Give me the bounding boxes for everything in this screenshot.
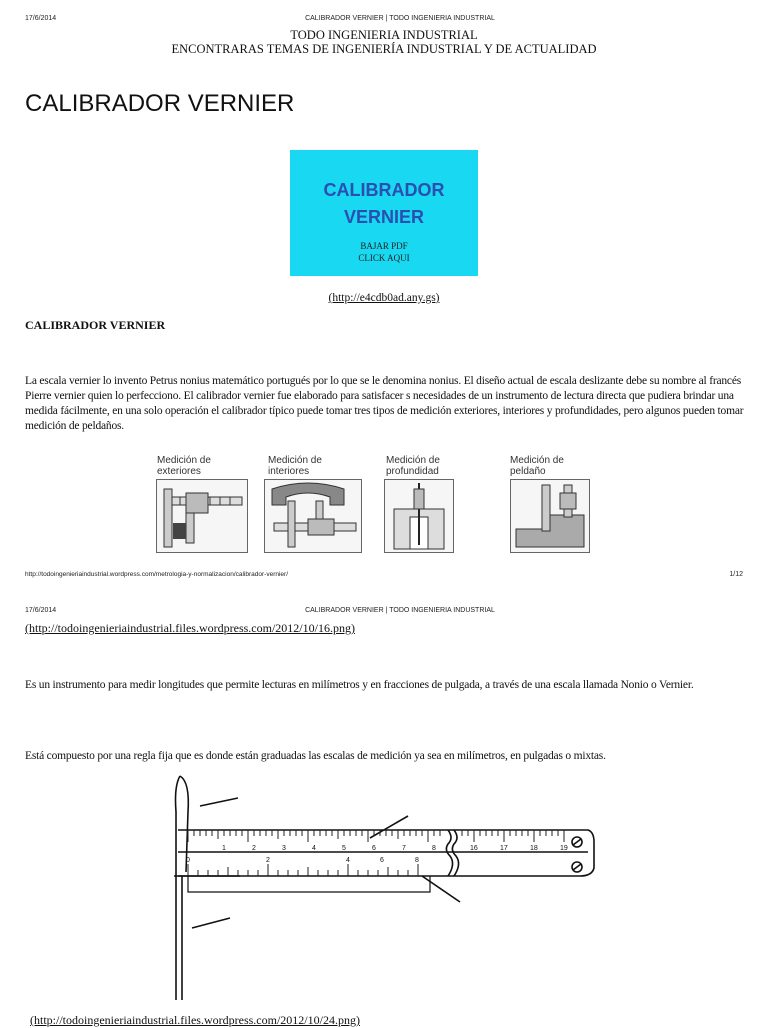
promo-download-line1[interactable]: BAJAR PDF (360, 241, 408, 251)
page1-header-title: CALIBRADOR VERNIER | TODO INGENIERIA INDUSTRIAL (305, 15, 495, 22)
vernier-number-0: 0 (186, 857, 190, 864)
page2-header-date: 17/6/2014 (25, 607, 57, 614)
ruler-number-19: 19 (560, 845, 568, 852)
ruler-number-2: 2 (252, 845, 256, 852)
vernier-number-8: 8 (415, 857, 419, 864)
promo-link[interactable]: (http://e4cdb0ad.any.gs) (328, 292, 440, 304)
ruler-number-6: 6 (372, 845, 376, 852)
definition-paragraph: Es un instrumento para medir longitudes que permite lecturas en milímetros y en fracciones de pulgada, a través de una escala llamada Nonio o Vernier. (25, 679, 694, 691)
fig-label-peldano: Medición de peldaño (510, 455, 564, 477)
step-measurement-illustration (510, 479, 590, 553)
ruler-number-18: 18 (530, 845, 538, 852)
section-heading: CALIBRADOR VERNIER (25, 318, 166, 332)
ruler-number-1: 1 (222, 845, 226, 852)
vernier-number-2: 2 (266, 857, 270, 864)
fig-label-interiores: Medición de interiores (268, 455, 322, 477)
page2-header-title: CALIBRADOR VERNIER | TODO INGENIERIA INDUSTRIAL (305, 607, 495, 614)
intro-paragraph: La escala vernier lo invento Petrus nonius matemático portugués por lo que se le denomina nonius. El diseño actual de escala deslizante debe su nombre al francés Pierre vernier quien lo perfecciono. El calibrador vernier fue elaborado para satisfacer s necesidades de un instrumento de lectura directa que pudiera brindar una medida fácilmente, en una solo operación el calibrador típico puede tomar tres tipos de medición exteriores, interiores y profundidades, pero algunos pueden tomar medición de peldaños. (25, 375, 744, 432)
ruler-number-16: 16 (470, 845, 478, 852)
page1-footer-url: http://todoingenieriaindustrial.wordpress.com/metrologia-y-normalizacion/calibrador-vernier/ (25, 571, 289, 578)
site-tagline: ENCONTRARAS TEMAS DE INGENIERÍA INDUSTRIAL Y DE ACTUALIDAD (171, 42, 597, 56)
measurement-types-figure (152, 452, 602, 554)
ruler-number-5: 5 (342, 845, 346, 852)
main-scale-ticks (188, 830, 564, 842)
ruler-number-4: 4 (312, 845, 316, 852)
promo-banner[interactable] (290, 150, 478, 276)
exterior-measurement-illustration (156, 479, 248, 553)
promo-title-line2: VERNIER (343, 207, 424, 227)
ruler-number-8: 8 (432, 845, 436, 852)
fig-label-exteriores: Medición de exteriores (157, 455, 211, 477)
page-title: CALIBRADOR VERNIER (25, 90, 295, 117)
ruler-number-3: 3 (282, 845, 286, 852)
page1-header-date: 17/6/2014 (25, 15, 57, 22)
depth-measurement-illustration (384, 479, 454, 553)
fig-label-profundidad: Medición de profundidad (386, 455, 440, 477)
vernier-scale-ticks (188, 864, 418, 876)
vernier-number-4: 4 (346, 857, 350, 864)
promo-title-line1: CALIBRADOR (323, 180, 445, 200)
ruler-number-17: 17 (500, 845, 508, 852)
vernier-number-6: 6 (380, 857, 384, 864)
ruler-number-7: 7 (402, 845, 406, 852)
image-link-16[interactable]: (http://todoingenieriaindustrial.files.wordpress.com/2012/10/16.png) (25, 621, 355, 635)
composition-paragraph: Está compuesto por una regla fija que es donde están graduadas las escalas de medición ya sea en milímetros, en pulgadas o mixtas. (25, 750, 606, 762)
site-name: TODO INGENIERIA INDUSTRIAL (290, 28, 478, 42)
page1-footer-page: 1/12 (729, 571, 743, 578)
promo-download-line2[interactable]: CLICK AQUI (358, 253, 410, 263)
image-link-24[interactable]: (http://todoingenieriaindustrial.files.wordpress.com/2012/10/24.png) (30, 1013, 360, 1027)
vernier-caliper-diagram (130, 772, 620, 1004)
interior-measurement-illustration (264, 479, 362, 553)
